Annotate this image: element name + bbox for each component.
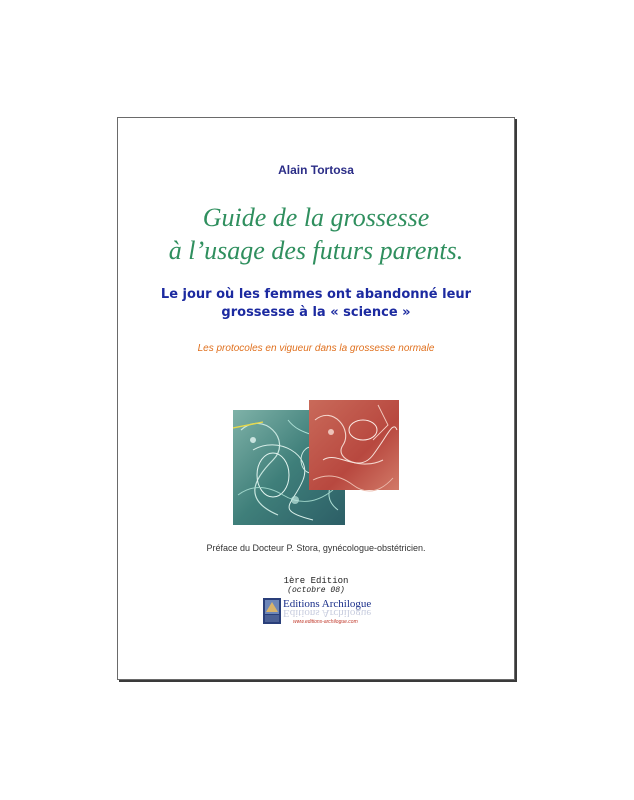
edition-label: 1ère Edition [283,576,349,586]
publisher-emblem-icon [263,598,281,624]
publisher-url: www.editions-archilogue.com [293,619,358,625]
cover-artwork [233,400,399,525]
author-name: Alain Tortosa [278,163,354,177]
title-line-2: à l’usage des futurs parents. [168,236,464,265]
publisher-logo-block [263,598,373,628]
subtitle-line-2: grossesse à la « science » [221,305,411,320]
publisher-name-reflection: Editions Archilogue [283,607,372,619]
book-subtitle [118,286,514,322]
book-title [118,201,514,267]
red-art-panel [309,400,399,491]
edition-info [118,577,514,595]
tagline: Les protocoles en vigueur dans la grossesse normale [197,343,435,354]
title-line-1: Guide de la grossesse [202,203,430,232]
book-cover-page [117,117,515,680]
publisher-name: Editions Archilogue [283,598,372,610]
subtitle-line-1: Le jour où les femmes ont abandonné leur [160,287,472,302]
preface-credit: Préface du Docteur P. Stora, gynécologue-obstétricien. [206,543,426,553]
edition-date: (octobre 08) [287,586,345,595]
